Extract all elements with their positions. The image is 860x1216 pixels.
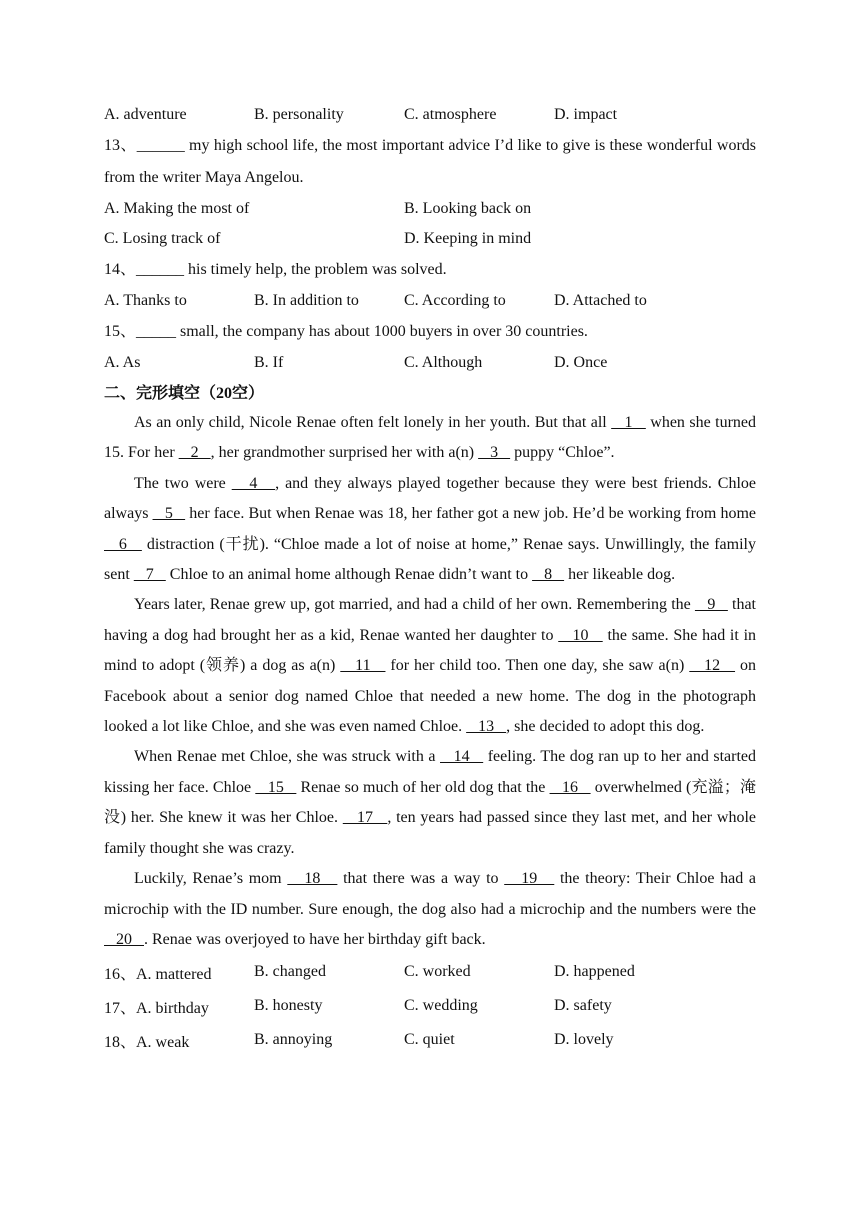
q14-options <box>104 286 756 316</box>
option-c: C. quiet <box>404 1031 455 1049</box>
passage-text: , she decided to adopt this dog. <box>506 718 705 736</box>
passage-text: the theory: Their Chloe had a microchip with the ID number. Sure enough, the dog also had a microchip and the numbers were the <box>104 870 757 918</box>
option-b: B. honesty <box>254 997 323 1015</box>
exam-page <box>104 100 756 1057</box>
cloze-blank-4: 4 <box>231 474 276 492</box>
cloze-blank-11: 11 <box>340 657 386 675</box>
q15-options <box>104 348 756 378</box>
option-a: A. Making the most of <box>104 200 250 217</box>
cloze-blank-2: 2 <box>178 444 211 462</box>
passage-text: the same. She had it in mind to adopt (领养) a dog as a(n) <box>104 626 757 675</box>
passage-text: , ten years had passed since they last met, and her whole family thought she was crazy. <box>104 809 756 857</box>
passage-text: Renae so much of her old dog that the <box>296 778 550 796</box>
q16-options <box>104 955 756 989</box>
passage-text: Luckily, Renae’s mom <box>134 870 288 888</box>
option-d: D. Keeping in mind <box>404 230 532 247</box>
passage-text: When Renae met Chloe, she was struck with a <box>134 748 441 766</box>
passage-paragraph-5 <box>104 864 756 955</box>
passage-paragraph-2 <box>104 469 756 591</box>
passage-text: , and they always played together because they were best friends. Chloe always <box>104 474 757 523</box>
passage-text: feeling. The dog ran up to her and started kissing her face. Chloe <box>104 748 757 796</box>
cloze-blank-19: 19 <box>504 870 555 888</box>
option-c: C. atmosphere <box>404 106 497 123</box>
option-d: D. lovely <box>554 1031 614 1049</box>
option-c: C. wedding <box>404 997 478 1015</box>
passage-text: As an only child, Nicole Renae often felt lonely in her youth. But that all <box>134 414 612 431</box>
option-a: 18、A. weak <box>104 1033 190 1051</box>
cloze-blank-15: 15 <box>255 778 297 796</box>
option-a: 17、A. birthday <box>104 999 209 1017</box>
passage-text: that there was a way to <box>337 870 505 888</box>
cloze-blank-7: 7 <box>133 566 166 584</box>
q18-options <box>104 1023 756 1057</box>
q12-options <box>104 100 756 130</box>
q17-options <box>104 989 756 1023</box>
q13-options-row2 <box>104 224 756 254</box>
option-b: B. If <box>254 354 284 371</box>
option-b: B. In addition to <box>254 292 359 309</box>
option-d: D. impact <box>554 106 618 123</box>
option-c: C. Losing track of <box>104 230 221 247</box>
passage-text: puppy “Chloe”. <box>510 444 615 462</box>
q15-stem: 15、_____ small, the company has about 1000 buyers in over 30 countries. <box>104 323 588 340</box>
option-d: D. safety <box>554 997 612 1015</box>
cloze-blank-13: 13 <box>466 718 507 736</box>
q13-options-row1 <box>104 194 756 224</box>
option-c: C. worked <box>404 963 471 981</box>
option-b: B. personality <box>254 106 344 123</box>
passage-paragraph-1 <box>104 408 756 469</box>
cloze-blank-18: 18 <box>287 870 338 888</box>
option-b: B. Looking back on <box>404 200 532 217</box>
passage-text: . Renae was overjoyed to have her birthday gift back. <box>144 930 486 948</box>
option-d: D. happened <box>554 963 635 981</box>
cloze-blank-9: 9 <box>694 596 728 614</box>
passage-text: The two were <box>134 474 232 492</box>
cloze-blank-12: 12 <box>689 657 736 675</box>
cloze-blank-1: 1 <box>611 414 646 431</box>
q14-stem: 14、______ his timely help, the problem was solved. <box>104 261 447 278</box>
cloze-blank-20: 20 <box>104 930 144 948</box>
cloze-blank-8: 8 <box>532 566 565 584</box>
option-d: D. Attached to <box>554 292 647 309</box>
passage-paragraph-4 <box>104 742 756 864</box>
passage-text: on Facebook about a senior dog named Chloe that needed a new home. The dog in the photograph looked a lot like Chloe, and she was even named Chloe. <box>104 657 757 736</box>
cloze-blank-5: 5 <box>152 505 186 523</box>
passage-text: for her child too. Then one day, she saw a(n) <box>385 657 690 675</box>
passage-text: her face. But when Renae was 18, her father got a new job. He’d be working from home <box>185 505 757 523</box>
passage-text: , her grandmother surprised her with a(n) <box>210 444 479 462</box>
cloze-blank-6: 6 <box>104 535 142 553</box>
option-a: A. adventure <box>104 106 187 123</box>
option-a: A. As <box>104 354 141 371</box>
passage-paragraph-3 <box>104 590 756 742</box>
passage-text: that having a dog had brought her as a kid, Renae wanted her daughter to <box>104 596 757 644</box>
passage-text: Years later, Renae grew up, got married, and had a child of her own. Remembering the <box>134 596 695 614</box>
option-a: A. Thanks to <box>104 292 187 309</box>
cloze-blank-3: 3 <box>478 444 511 462</box>
passage-text: distraction (干扰). “Chloe made a lot of noise at home,” Renae says. Unwillingly, the family sent <box>104 535 756 584</box>
option-b: B. changed <box>254 963 326 981</box>
passage-text: Chloe to an animal home although Renae didn’t want to <box>165 566 533 584</box>
section-heading: 二、完形填空（20空） <box>104 385 265 402</box>
option-d: D. Once <box>554 354 608 371</box>
passage-text: overwhelmed (充溢；淹没) her. She knew it was her Chloe. <box>104 778 757 827</box>
q13-stem: 13、______ my high school life, the most important advice I’d like to give is these wonderful words from the writer Maya Angelou. <box>104 137 756 186</box>
cloze-blank-10: 10 <box>558 626 603 644</box>
cloze-blank-16: 16 <box>549 778 591 796</box>
option-b: B. annoying <box>254 1031 333 1049</box>
cloze-blank-14: 14 <box>440 748 484 766</box>
option-a: 16、A. mattered <box>104 965 212 983</box>
cloze-blank-17: 17 <box>342 809 388 827</box>
option-c: C. Although <box>404 354 483 371</box>
passage-text: when she turned 15. For her <box>104 414 757 462</box>
passage-text: her likeable dog. <box>564 566 676 584</box>
option-c: C. According to <box>404 292 506 309</box>
